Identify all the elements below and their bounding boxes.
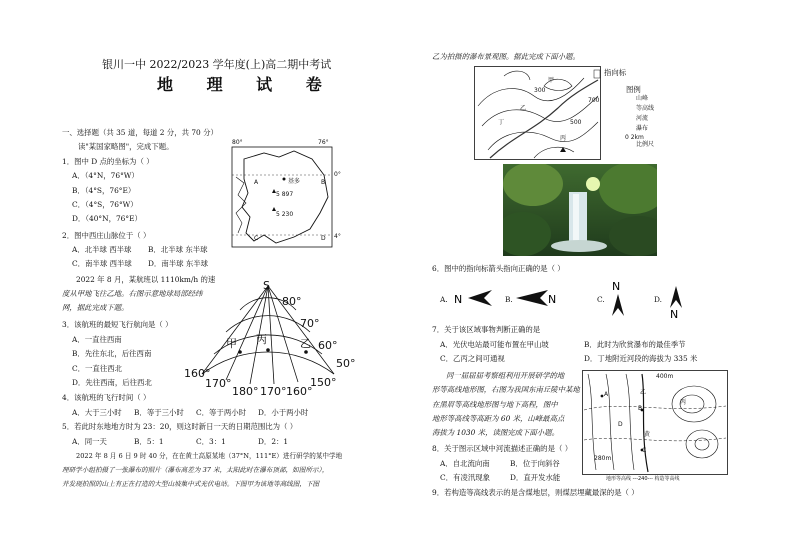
q1-option-b: B．（4°S，76°E） xyxy=(72,186,136,195)
exam-header-title: 银川一中 2022/2023 学年度(上)高二期中考试 xyxy=(102,58,332,71)
q3-option-b: B．先往东北，后往西南 xyxy=(72,349,152,358)
q7-option-a: A．光伏电站最可能布置在甲山坡 xyxy=(440,340,549,349)
map1-city: 基多 xyxy=(288,178,301,185)
contour-structure-map xyxy=(582,370,728,484)
question-3: 3．该航班的最短飞行航向是（ ） xyxy=(62,320,173,329)
globe-lon-4: 170° xyxy=(260,385,287,398)
topo2-point-b: B xyxy=(638,405,643,412)
globe-place-yi: 乙 xyxy=(300,337,311,350)
map1-point-a: A xyxy=(254,179,259,186)
globe-lon-1: 160° xyxy=(184,367,211,380)
passage-2-line-3: 网，据此完成下题。 xyxy=(62,303,129,312)
q6-option-b: B. xyxy=(505,295,513,304)
q3-option-d: D．先往西南，后往西北 xyxy=(72,378,152,387)
topo2-legend: 地形等高线 ---240--- 构造等高线 xyxy=(606,476,680,482)
map1-peak-1: 5 897 xyxy=(276,191,294,198)
q4-option-b: B．等于三小时 xyxy=(134,408,184,417)
q6-option-a: A. xyxy=(440,295,448,304)
passage-3-line-3: 并发现拍照的山上有正在打造的大型山坡集中式光伏电站。下图甲为该地等高线图，下图 xyxy=(62,480,320,488)
map1-point-b: B xyxy=(321,179,326,186)
topographic-map xyxy=(474,66,660,160)
map1-lon-76: 76° xyxy=(318,139,329,146)
topo-scale-text: 0 2km xyxy=(625,134,644,141)
topo-legend-north: 指向标 xyxy=(604,68,627,77)
q7-option-b: B．此时为欣赏瀑布的最佳季节 xyxy=(584,340,686,349)
topo2-label-huang: 黄 xyxy=(644,431,651,438)
map1-lon-80: 80° xyxy=(232,139,243,146)
globe-lat-80: 80° xyxy=(282,295,302,308)
question-1: 1．图中 D 点的坐标为（ ） xyxy=(62,157,154,166)
topo2-label-400: 400m xyxy=(656,373,674,380)
exam-subject-title: 地 理 试 卷 xyxy=(157,75,336,94)
q5-option-c: C．3：1 xyxy=(196,437,226,446)
topo-place-bing: 丙 xyxy=(560,135,567,142)
topo-contour-300: 300 xyxy=(534,87,546,94)
passage-3-line-1: 2022 年 8 月 6 日 9 时 40 分，在在黄土高原某地（37°N，111°E）进行研学的某中学地 xyxy=(76,452,343,460)
question-5: 5．若此时东地地方时为 23：20，则这时新日一天的日期范围比为（ ） xyxy=(62,422,298,431)
map1-point-c: C xyxy=(254,235,259,242)
topo2-label-280: 280m xyxy=(594,455,612,462)
q6-option-d: D. xyxy=(654,295,663,304)
q7-option-d: D．丁地附近河段的海拔为 335 米 xyxy=(584,354,698,363)
north-arrow-c-icon xyxy=(606,280,632,320)
globe-lon-3: 180° xyxy=(232,385,259,398)
q8-option-b: B．位于向斜谷 xyxy=(510,459,560,468)
passage-3-line-2: 理研学小组拍摄了一张瀑布的照片（瀑布高差为 37 米，太阳此时在瀑布顶部，如图所示）， xyxy=(62,466,329,474)
q2-option-a: A．北半球 西半球 xyxy=(72,245,132,254)
globe-lat-70: 70° xyxy=(300,317,320,330)
country-map xyxy=(224,137,344,261)
svg-text:N: N xyxy=(548,293,557,306)
passage-4-line-3: 在黑眉等高线地形图与地下高程，图中 xyxy=(432,400,558,409)
globe-lat-60: 60° xyxy=(318,339,338,352)
globe-pole: S xyxy=(263,279,270,292)
topo-legend-waterfall: 瀑布 xyxy=(636,125,649,132)
q4-option-a: A．大于三小时 xyxy=(72,408,122,417)
topo-legend-scale: 比例尺 xyxy=(636,141,655,148)
waterfall-photo xyxy=(503,164,657,256)
topo-contour-700: 700 xyxy=(588,97,600,104)
question-7: 7．关于该区域事物判断正确的是 xyxy=(432,325,541,334)
topo-legend-header: 图例 xyxy=(626,85,641,94)
svg-text:N: N xyxy=(670,308,679,320)
question-6: 6．图中的指向标箭头指向正确的是（ ） xyxy=(432,264,565,273)
north-arrow-d-icon xyxy=(664,282,690,320)
topo-place-jia: 甲 xyxy=(548,77,555,84)
topo2-label-yi: 乙 xyxy=(640,389,647,396)
topo2-point-d: D xyxy=(618,421,623,428)
passage-4-line-1: 同一届届届考察组利用开展研学的地 xyxy=(446,371,565,380)
topo2-label-bing: 丙 xyxy=(680,399,687,406)
q5-option-d: D．2：1 xyxy=(258,437,289,446)
topo2-point-a: A xyxy=(604,391,609,398)
q1-option-c: C．（4°S，76°W） xyxy=(72,200,138,209)
section-heading: 一、选择题（共 35 道，每道 2 分，共 70 分） xyxy=(62,128,218,137)
globe-lon-5: 160° xyxy=(286,385,313,398)
question-2: 2．图中西庄山脉位于（ ） xyxy=(62,231,151,240)
q3-option-c: C．一直往西北 xyxy=(72,364,122,373)
right-intro: 乙为拍摄的瀑布景观图。据此完成下面小题。 xyxy=(432,52,580,61)
north-arrow-a-icon xyxy=(452,286,494,310)
passage-2-line-1: 2022 年 8 月，某航班以 1110km/h 的速 xyxy=(76,275,216,284)
topo-contour-500: 500 xyxy=(570,119,582,126)
intro-map: 读"某国家略图"，完成下题。 xyxy=(78,142,174,151)
passage-4-line-2: 形等高线地形图，右图为我国东南丘陵中某地 xyxy=(432,385,580,394)
q3-option-a: A．一直往西南 xyxy=(72,335,122,344)
q5-option-a: A．同一天 xyxy=(72,437,107,446)
topo-legend-contour: 等高线 xyxy=(636,105,655,112)
q4-option-c: C．等于两小时 xyxy=(196,408,246,417)
q1-option-d: D．（40°N，76°E） xyxy=(72,214,142,223)
topo-place-yi: 乙 xyxy=(520,105,527,112)
q7-option-c: C．乙丙之间可通视 xyxy=(440,354,505,363)
question-9: 9．若构造等高线表示的是含煤地层，则煤层埋藏最深的是（ ） xyxy=(432,488,639,497)
q8-option-a: A．自北流向南 xyxy=(440,459,490,468)
q8-option-d: D．直开发水能 xyxy=(510,473,561,482)
globe-lon-6: 150° xyxy=(310,376,337,389)
passage-4-line-4: 地形等高线等高距为 60 米，山峰最高点 xyxy=(432,414,565,423)
q6-option-c: C. xyxy=(597,295,605,304)
q2-option-c: C．南半球 西半球 xyxy=(72,259,132,268)
topo-legend-peak: 山峰 xyxy=(636,95,649,102)
topo-legend-river: 河流 xyxy=(636,115,649,122)
svg-text:N: N xyxy=(612,280,621,293)
map1-lat-0: 0° xyxy=(334,171,341,178)
question-8: 8．关于图示区域中河流描述正确的是（ ） xyxy=(432,444,573,453)
q8-option-c: C．有凌汛现象 xyxy=(440,473,490,482)
svg-text:N: N xyxy=(454,293,463,306)
globe-place-jia: 甲 xyxy=(226,337,237,350)
map1-peak-2: 5 230 xyxy=(276,211,294,218)
map1-point-d: D xyxy=(321,235,326,242)
question-4: 4．该航班的飞行时间（ ） xyxy=(62,393,151,402)
globe-place-bing: 丙 xyxy=(256,333,267,346)
topo2-point-c: C xyxy=(642,447,647,454)
q2-option-d: D．南半球 东半球 xyxy=(148,259,209,268)
map1-lat-4: 4° xyxy=(334,233,341,240)
passage-2-line-2: 度从甲地飞往乙地。右图示意地球局部经纬 xyxy=(62,289,203,298)
q2-option-b: B．北半球 东半球 xyxy=(148,245,208,254)
q5-option-b: B．5：1 xyxy=(134,437,164,446)
q4-option-d: D．小于两小时 xyxy=(258,408,309,417)
globe-lat-50: 50° xyxy=(336,357,356,370)
passage-4-line-5: 海拔为 1030 米，读图完成下面小题。 xyxy=(432,428,559,437)
north-arrow-b-icon xyxy=(514,286,560,310)
q1-option-a: A．（4°N，76°W） xyxy=(72,171,139,180)
topo-place-ding: 丁 xyxy=(498,119,505,126)
globe-lon-2: 170° xyxy=(205,377,232,390)
